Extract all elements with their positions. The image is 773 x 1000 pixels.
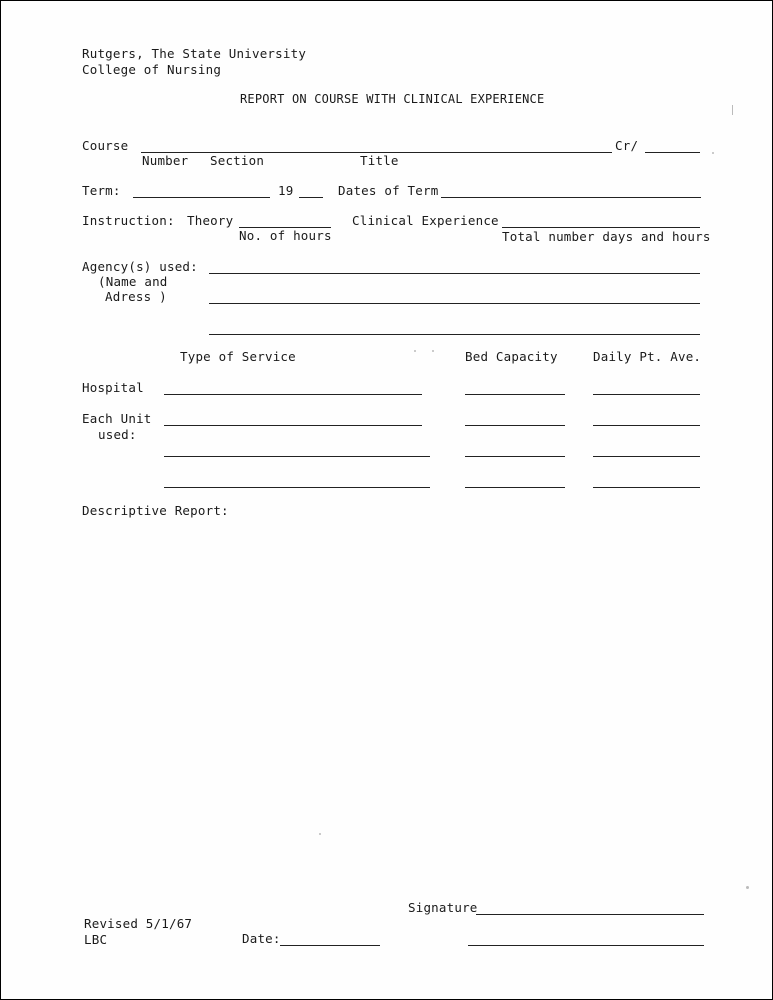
hospital-service-field-line[interactable]: [164, 394, 422, 395]
date-label: Date:: [242, 931, 281, 946]
signature-label: Signature: [408, 900, 478, 915]
term-year-field-line[interactable]: [299, 197, 323, 198]
unit-bed-field-line-2[interactable]: [465, 456, 565, 457]
unit-daily-field-line-2[interactable]: [593, 456, 700, 457]
credit-label: Cr/: [615, 138, 639, 153]
clinical-total-label: Total number days and hours: [502, 229, 711, 244]
clinical-total-field-line[interactable]: [502, 227, 700, 228]
course-number-label: Number: [142, 153, 189, 168]
each-unit-label: Each Unit: [82, 411, 152, 426]
agency-field-line-1[interactable]: [209, 273, 700, 274]
unit-service-field-line-1[interactable]: [164, 425, 422, 426]
paper-speck: [732, 105, 733, 115]
course-title-label: Title: [360, 153, 399, 168]
term-field-line[interactable]: [133, 197, 270, 198]
revised-date: Revised 5/1/67: [84, 916, 193, 931]
credit-field-line[interactable]: [645, 152, 700, 153]
form-title: REPORT ON COURSE WITH CLINICAL EXPERIENCE: [240, 92, 545, 106]
descriptive-report-label: Descriptive Report:: [82, 503, 229, 518]
agency-address-hint: Adress ): [105, 289, 167, 304]
course-label: Course: [82, 138, 129, 153]
paper-speck: [319, 833, 321, 835]
theory-hours-label: No. of hours: [239, 228, 332, 243]
date-field-line[interactable]: [280, 945, 380, 946]
unit-bed-field-line-3[interactable]: [465, 487, 565, 488]
term-year-prefix: 19: [278, 183, 294, 198]
college-name: College of Nursing: [82, 62, 222, 77]
paper-speck: [712, 152, 714, 154]
institution-name: Rutgers, The State University: [82, 46, 307, 61]
bed-capacity-header: Bed Capacity: [465, 349, 558, 364]
agency-field-line-3[interactable]: [209, 334, 700, 335]
clinical-experience-label: Clinical Experience: [352, 213, 499, 228]
term-label: Term:: [82, 183, 121, 198]
author-initials: LBC: [84, 932, 108, 947]
hospital-bed-field-line[interactable]: [465, 394, 565, 395]
paper-speck: [414, 350, 416, 352]
agency-field-line-2[interactable]: [209, 303, 700, 304]
instruction-label: Instruction:: [82, 213, 175, 228]
unit-daily-field-line-3[interactable]: [593, 487, 700, 488]
daily-pt-ave-header: Daily Pt. Ave.: [593, 349, 702, 364]
unit-bed-field-line-1[interactable]: [465, 425, 565, 426]
signature-field-line[interactable]: [476, 914, 704, 915]
type-of-service-header: Type of Service: [180, 349, 296, 364]
each-unit-used-label: used:: [98, 427, 137, 442]
dates-of-term-field-line[interactable]: [441, 197, 701, 198]
paper-speck: [746, 886, 749, 889]
unit-service-field-line-2[interactable]: [164, 456, 430, 457]
agency-label: Agency(s) used:: [82, 259, 198, 274]
theory-label: Theory: [187, 213, 234, 228]
dates-of-term-label: Dates of Term: [338, 183, 439, 198]
course-section-label: Section: [210, 153, 265, 168]
unit-service-field-line-3[interactable]: [164, 487, 430, 488]
agency-name-hint: (Name and: [98, 274, 168, 289]
hospital-daily-field-line[interactable]: [593, 394, 700, 395]
paper-speck: [432, 350, 434, 352]
second-signature-field-line[interactable]: [468, 945, 704, 946]
hospital-label: Hospital: [82, 380, 144, 395]
descriptive-report-area[interactable]: [82, 523, 702, 883]
unit-daily-field-line-1[interactable]: [593, 425, 700, 426]
